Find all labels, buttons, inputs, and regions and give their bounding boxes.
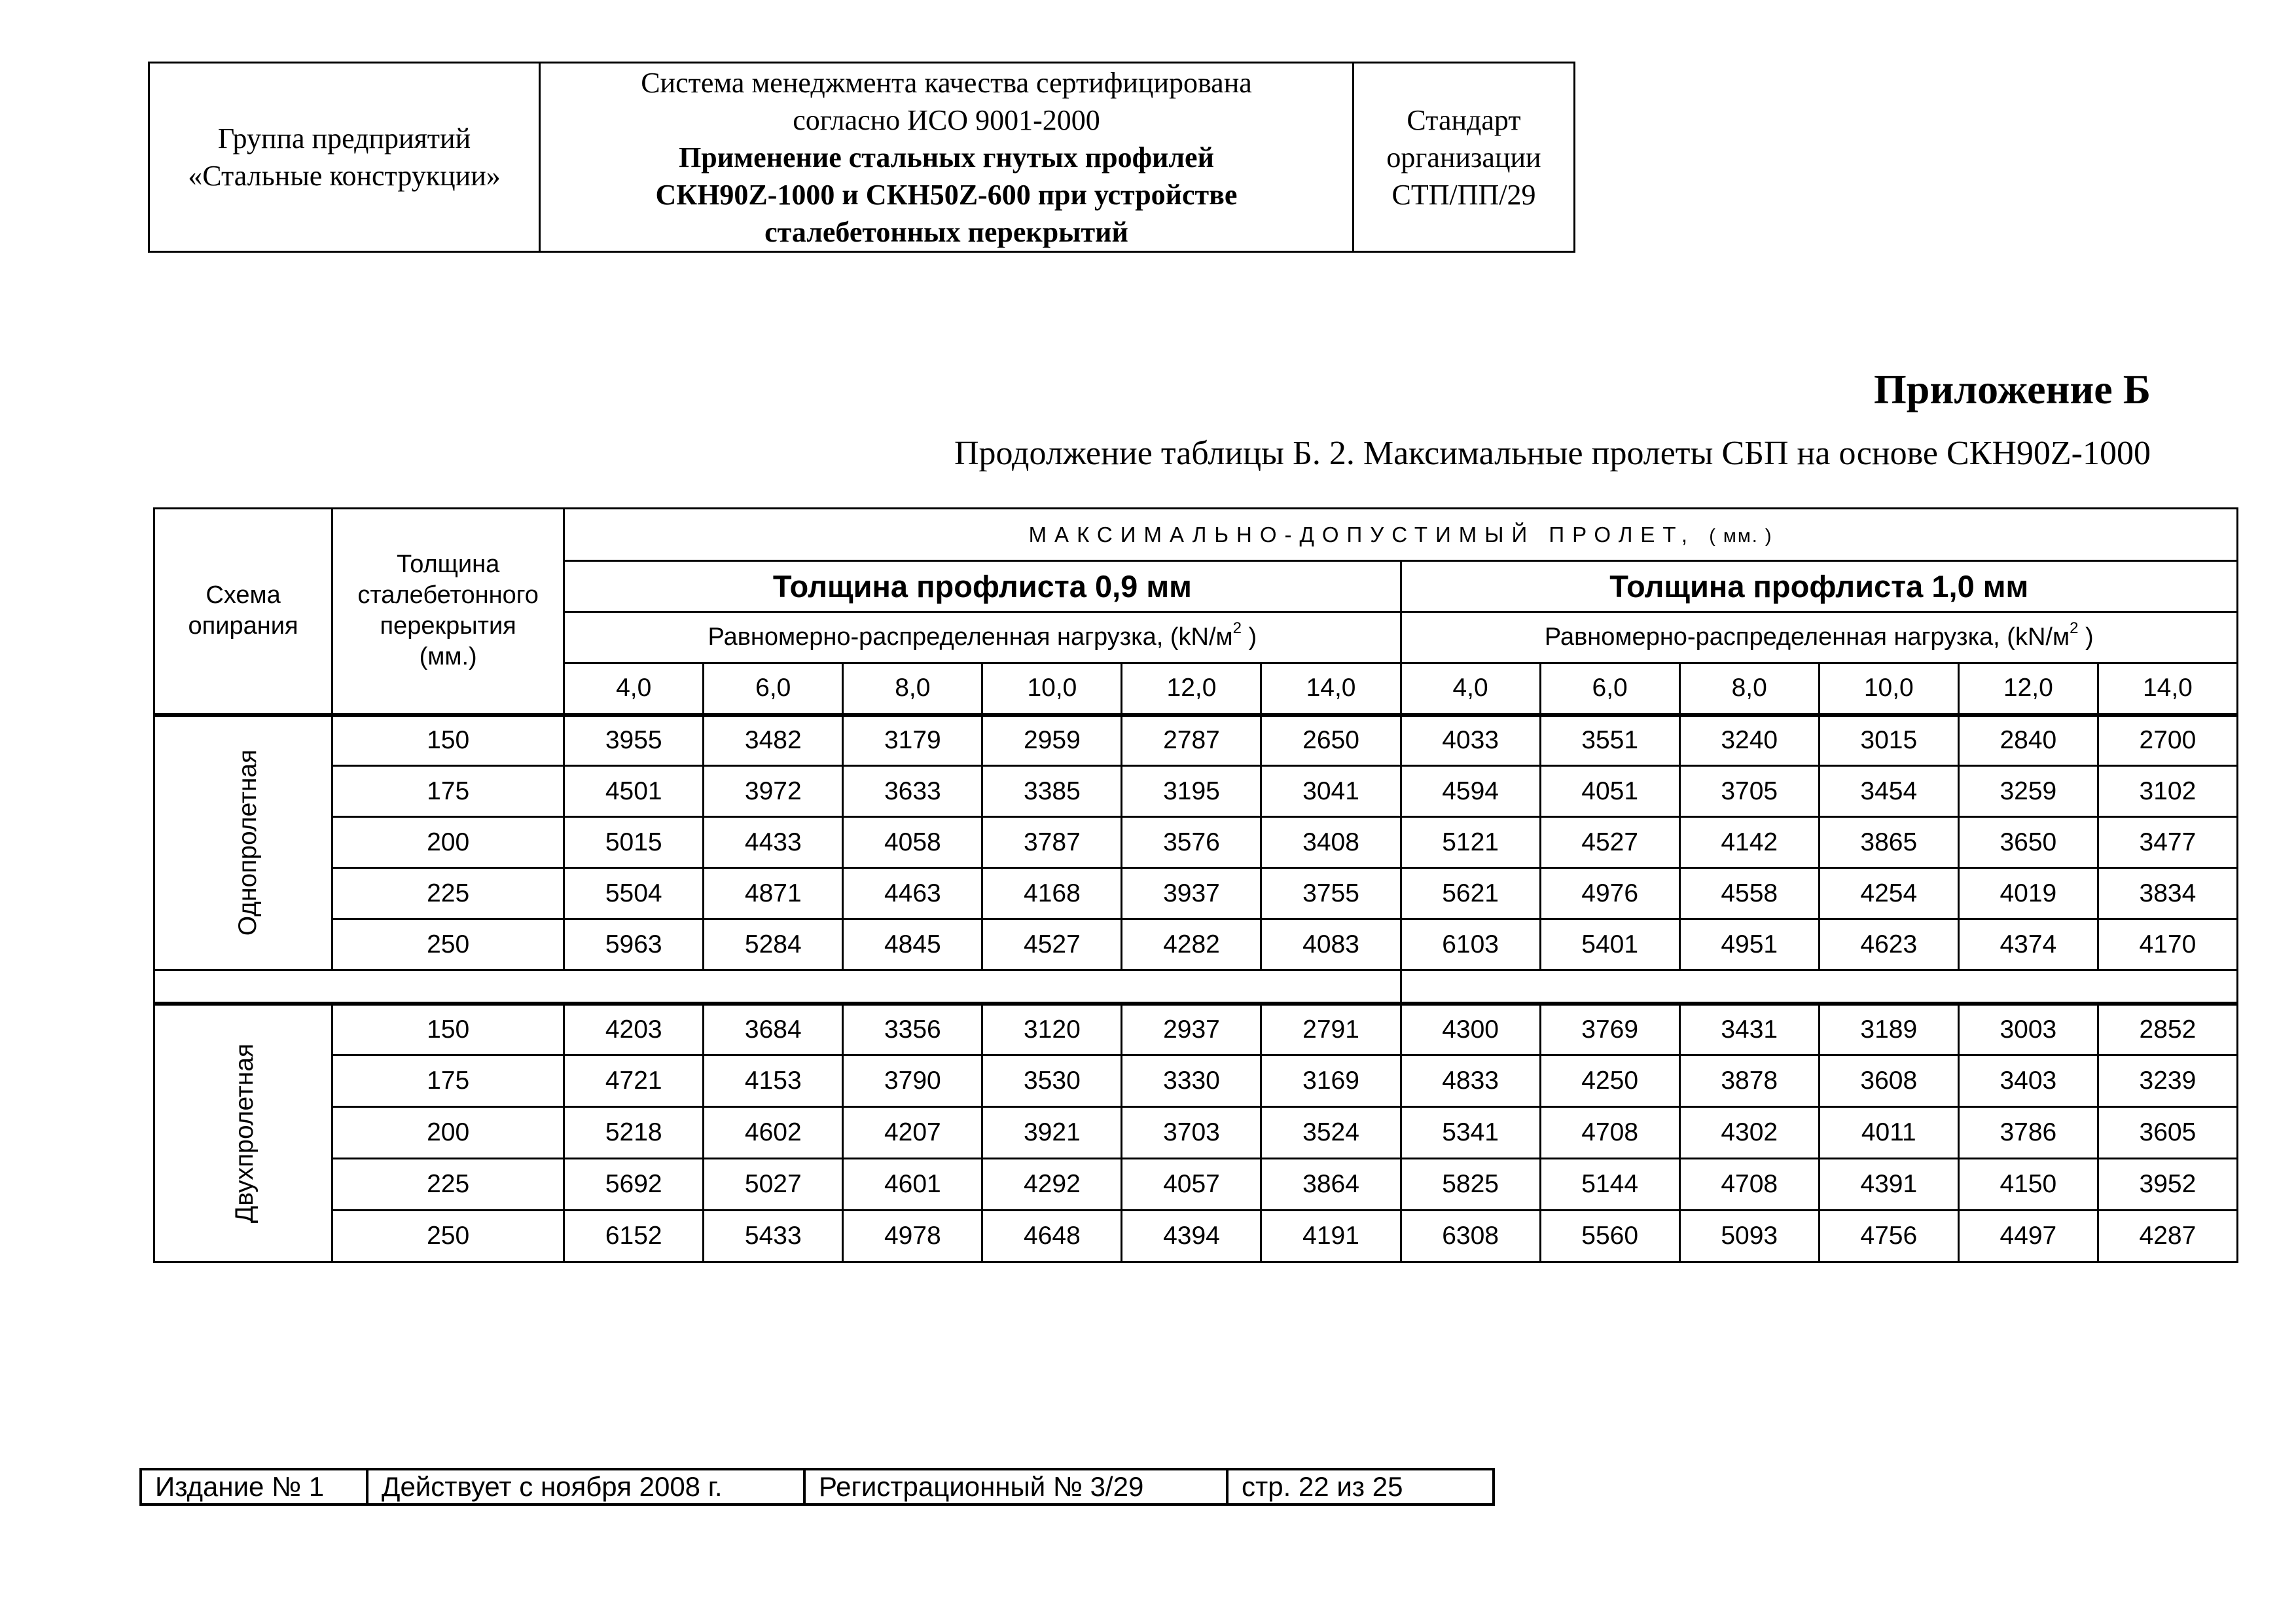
separator-cell	[1401, 970, 2237, 1004]
span-value-cell: 4057	[1122, 1159, 1261, 1211]
span-value-cell: 3189	[1819, 1004, 1958, 1055]
standard-code: СТП/ПП/29	[1391, 178, 1536, 211]
slab-thickness-cell: 225	[332, 868, 564, 919]
span-value-cell: 4302	[1679, 1107, 1819, 1159]
table-row	[154, 715, 2238, 766]
span-value-cell: 4168	[982, 868, 1122, 919]
span-value-cell: 3605	[2098, 1107, 2237, 1159]
scheme-label: Однопролетная	[234, 750, 262, 936]
scheme-column-header	[154, 509, 332, 715]
load-value-header: 14,0	[1261, 663, 1401, 715]
span-value-cell: 3952	[2098, 1159, 2237, 1211]
load-value-header: 12,0	[1122, 663, 1261, 715]
table-row	[154, 1159, 2238, 1211]
span-value-cell: 5433	[704, 1211, 843, 1262]
span-value-cell: 3524	[1261, 1107, 1401, 1159]
load-header-a	[564, 612, 1401, 663]
group-separator-row	[154, 970, 2238, 1004]
scheme-header-line: Схема	[206, 581, 281, 610]
load-value-header: 4,0	[564, 663, 704, 715]
thickness-header-line: перекрытия	[380, 612, 516, 640]
span-value-cell: 5963	[564, 919, 704, 970]
span-value-cell: 4033	[1401, 715, 1540, 766]
scheme-cell	[154, 1004, 332, 1262]
span-value-cell: 2700	[2098, 715, 2237, 766]
span-value-cell: 3865	[1819, 817, 1958, 868]
span-value-cell: 4527	[982, 919, 1122, 970]
span-value-cell: 5825	[1401, 1159, 1540, 1211]
scheme-header-line: опирания	[188, 612, 298, 640]
span-value-cell: 4142	[1679, 817, 1819, 868]
span-value-cell: 3403	[1958, 1055, 2098, 1107]
span-value-cell: 2787	[1122, 715, 1261, 766]
span-value-cell: 3003	[1958, 1004, 2098, 1055]
span-value-cell: 4051	[1540, 766, 1679, 817]
organization-cell	[149, 63, 540, 252]
table-row	[154, 1211, 2238, 1262]
table-row	[154, 1055, 2238, 1107]
table-body	[154, 715, 2238, 1262]
slab-thickness-cell: 200	[332, 817, 564, 868]
span-value-cell: 3834	[2098, 868, 2237, 919]
span-value-cell: 4623	[1819, 919, 1958, 970]
span-value-cell: 3551	[1540, 715, 1679, 766]
span-value-cell: 4602	[704, 1107, 843, 1159]
span-value-cell: 3705	[1679, 766, 1819, 817]
span-value-cell: 3041	[1261, 766, 1401, 817]
span-value-cell: 3786	[1958, 1107, 2098, 1159]
span-value-cell: 4391	[1819, 1159, 1958, 1211]
span-value-cell: 4594	[1401, 766, 1540, 817]
scheme-label: Двухпролетная	[230, 1043, 259, 1223]
scheme-cell	[154, 715, 332, 970]
span-value-cell: 4191	[1261, 1211, 1401, 1262]
thickness-header-line: (мм.)	[419, 643, 477, 671]
registration-cell: Регистрационный № 3/29	[804, 1469, 1227, 1504]
doc-title-line: сталебетонных перекрытий	[764, 215, 1128, 248]
span-value-cell: 5692	[564, 1159, 704, 1211]
span-value-cell: 6152	[564, 1211, 704, 1262]
separator-cell	[154, 970, 1401, 1004]
load-value-header: 14,0	[2098, 663, 2237, 715]
span-value-cell: 3921	[982, 1107, 1122, 1159]
span-value-cell: 3239	[2098, 1055, 2237, 1107]
span-value-cell: 4203	[564, 1004, 704, 1055]
span-value-cell: 5144	[1540, 1159, 1679, 1211]
span-value-cell: 4527	[1540, 817, 1679, 868]
span-value-cell: 5504	[564, 868, 704, 919]
table-row	[154, 1004, 2238, 1055]
span-value-cell: 4558	[1679, 868, 1819, 919]
thickness-column-header	[332, 509, 564, 715]
standard-cell	[1354, 63, 1575, 252]
span-value-cell: 3477	[2098, 817, 2237, 868]
table-row	[154, 919, 2238, 970]
span-value-cell: 5218	[564, 1107, 704, 1159]
table-row	[154, 817, 2238, 868]
span-value-cell: 3240	[1679, 715, 1819, 766]
span-value-cell: 3576	[1122, 817, 1261, 868]
span-value-cell: 3937	[1122, 868, 1261, 919]
span-value-cell: 3102	[2098, 766, 2237, 817]
span-value-cell: 4292	[982, 1159, 1122, 1211]
load-close: )	[1242, 623, 1257, 651]
span-value-cell: 4463	[843, 868, 982, 919]
span-value-cell: 4083	[1261, 919, 1401, 970]
slab-thickness-cell: 200	[332, 1107, 564, 1159]
span-value-cell: 3408	[1261, 817, 1401, 868]
span-value-cell: 4019	[1958, 868, 2098, 919]
qms-line: Система менеджмента качества сертифицирована	[641, 66, 1252, 99]
max-span-unit: ( мм. )	[1709, 525, 1773, 547]
span-value-cell: 4845	[843, 919, 982, 970]
load-value-header: 6,0	[704, 663, 843, 715]
span-value-cell: 5027	[704, 1159, 843, 1211]
span-value-cell: 4287	[2098, 1211, 2237, 1262]
span-value-cell: 3703	[1122, 1107, 1261, 1159]
span-value-cell: 4433	[704, 817, 843, 868]
span-value-cell: 3878	[1679, 1055, 1819, 1107]
span-value-cell: 4601	[843, 1159, 982, 1211]
span-value-cell: 2937	[1122, 1004, 1261, 1055]
span-value-cell: 4501	[564, 766, 704, 817]
load-value-header: 12,0	[1958, 663, 2098, 715]
span-value-cell: 4254	[1819, 868, 1958, 919]
profile-thickness-header-b: Толщина профлиста 1,0 мм	[1401, 561, 2237, 612]
span-value-cell: 3120	[982, 1004, 1122, 1055]
profile-thickness-header-a: Толщина профлиста 0,9 мм	[564, 561, 1401, 612]
table-caption: Продолжение таблицы Б. 2. Максимальные пролеты СБП на основе СКН90Z-1000	[954, 435, 2151, 472]
table-row	[154, 1107, 2238, 1159]
span-value-cell: 3179	[843, 715, 982, 766]
appendix-title: Приложение Б	[1874, 366, 2151, 412]
document-header	[148, 62, 1575, 253]
span-value-cell: 4833	[1401, 1055, 1540, 1107]
max-span-table	[153, 507, 2238, 1263]
load-value-header: 8,0	[1679, 663, 1819, 715]
span-value-cell: 5284	[704, 919, 843, 970]
span-value-cell: 2791	[1261, 1004, 1401, 1055]
span-value-cell: 5015	[564, 817, 704, 868]
slab-thickness-cell: 225	[332, 1159, 564, 1211]
span-value-cell: 3015	[1819, 715, 1958, 766]
page-number-cell: стр. 22 из 25	[1227, 1469, 1494, 1504]
effective-date-cell: Действует с ноября 2008 г.	[367, 1469, 804, 1504]
span-value-cell: 4282	[1122, 919, 1261, 970]
slab-thickness-cell: 150	[332, 715, 564, 766]
slab-thickness-cell: 250	[332, 919, 564, 970]
span-value-cell: 3431	[1679, 1004, 1819, 1055]
document-footer	[139, 1468, 1495, 1506]
span-value-cell: 3650	[1958, 817, 2098, 868]
span-value-cell: 5621	[1401, 868, 1540, 919]
slab-thickness-cell: 250	[332, 1211, 564, 1262]
span-value-cell: 3633	[843, 766, 982, 817]
table-row	[154, 868, 2238, 919]
span-value-cell: 4497	[1958, 1211, 2098, 1262]
load-label: Равномерно-распределенная нагрузка, (kN/м	[1544, 623, 2070, 651]
span-value-cell: 4978	[843, 1211, 982, 1262]
slab-thickness-cell: 150	[332, 1004, 564, 1055]
load-value-header: 4,0	[1401, 663, 1540, 715]
span-value-cell: 4250	[1540, 1055, 1679, 1107]
span-value-cell: 4951	[1679, 919, 1819, 970]
span-value-cell: 4708	[1540, 1107, 1679, 1159]
span-value-cell: 4871	[704, 868, 843, 919]
span-value-cell: 3864	[1261, 1159, 1401, 1211]
span-value-cell: 3955	[564, 715, 704, 766]
load-label: Равномерно-распределенная нагрузка, (kN/м	[708, 623, 1233, 651]
span-value-cell: 3755	[1261, 868, 1401, 919]
load-superscript: 2	[1232, 619, 1242, 637]
span-value-cell: 2959	[982, 715, 1122, 766]
span-value-cell: 3787	[982, 817, 1122, 868]
doc-title-line: Применение стальных гнутых профилей	[679, 141, 1214, 173]
thickness-header-line: сталебетонного	[357, 581, 539, 610]
load-value-header: 10,0	[1819, 663, 1958, 715]
span-value-cell: 4170	[2098, 919, 2237, 970]
span-value-cell: 4708	[1679, 1159, 1819, 1211]
span-value-cell: 4648	[982, 1211, 1122, 1262]
table-row	[154, 766, 2238, 817]
standard-line: организации	[1386, 141, 1541, 173]
span-value-cell: 3972	[704, 766, 843, 817]
span-value-cell: 3259	[1958, 766, 2098, 817]
max-span-header	[564, 509, 2238, 561]
edition-cell: Издание № 1	[141, 1469, 367, 1504]
org-name-line: «Стальные конструкции»	[188, 160, 501, 192]
load-value-header: 8,0	[843, 663, 982, 715]
span-value-cell: 3330	[1122, 1055, 1261, 1107]
span-value-cell: 5401	[1540, 919, 1679, 970]
span-value-cell: 4300	[1401, 1004, 1540, 1055]
span-value-cell: 3195	[1122, 766, 1261, 817]
load-value-header: 6,0	[1540, 663, 1679, 715]
span-value-cell: 2840	[1958, 715, 2098, 766]
load-value-header: 10,0	[982, 663, 1122, 715]
span-value-cell: 2650	[1261, 715, 1401, 766]
load-close: )	[2078, 623, 2094, 651]
span-value-cell: 3385	[982, 766, 1122, 817]
span-value-cell: 3454	[1819, 766, 1958, 817]
span-value-cell: 4721	[564, 1055, 704, 1107]
span-value-cell: 4394	[1122, 1211, 1261, 1262]
document-title-cell	[540, 63, 1354, 252]
doc-title-line: СКН90Z-1000 и СКН50Z-600 при устройстве	[655, 178, 1238, 211]
span-value-cell: 5093	[1679, 1211, 1819, 1262]
span-value-cell: 4153	[704, 1055, 843, 1107]
span-value-cell: 4150	[1958, 1159, 2098, 1211]
span-value-cell: 4207	[843, 1107, 982, 1159]
thickness-header-line: Толщина	[396, 551, 500, 579]
load-superscript: 2	[2070, 619, 2079, 637]
span-value-cell: 5341	[1401, 1107, 1540, 1159]
span-value-cell: 5560	[1540, 1211, 1679, 1262]
span-value-cell: 2852	[2098, 1004, 2237, 1055]
span-value-cell: 3530	[982, 1055, 1122, 1107]
max-span-header-text: МАКСИМАЛЬНО-ДОПУСТИМЫЙ ПРОЛЕТ,	[1028, 522, 1696, 547]
span-value-cell: 4976	[1540, 868, 1679, 919]
standard-line: Стандарт	[1407, 103, 1521, 136]
span-value-cell: 5121	[1401, 817, 1540, 868]
span-value-cell: 6308	[1401, 1211, 1540, 1262]
span-value-cell: 3356	[843, 1004, 982, 1055]
span-value-cell: 3482	[704, 715, 843, 766]
span-value-cell: 3790	[843, 1055, 982, 1107]
qms-line: согласно ИСО 9001-2000	[793, 103, 1100, 136]
slab-thickness-cell: 175	[332, 766, 564, 817]
span-value-cell: 4058	[843, 817, 982, 868]
span-value-cell: 4756	[1819, 1211, 1958, 1262]
load-header-b	[1401, 612, 2237, 663]
span-value-cell: 4011	[1819, 1107, 1958, 1159]
span-value-cell: 3608	[1819, 1055, 1958, 1107]
span-value-cell: 6103	[1401, 919, 1540, 970]
span-value-cell: 4374	[1958, 919, 2098, 970]
slab-thickness-cell: 175	[332, 1055, 564, 1107]
span-value-cell: 3769	[1540, 1004, 1679, 1055]
span-value-cell: 3684	[704, 1004, 843, 1055]
span-value-cell: 3169	[1261, 1055, 1401, 1107]
org-name-line: Группа предприятий	[217, 122, 471, 155]
